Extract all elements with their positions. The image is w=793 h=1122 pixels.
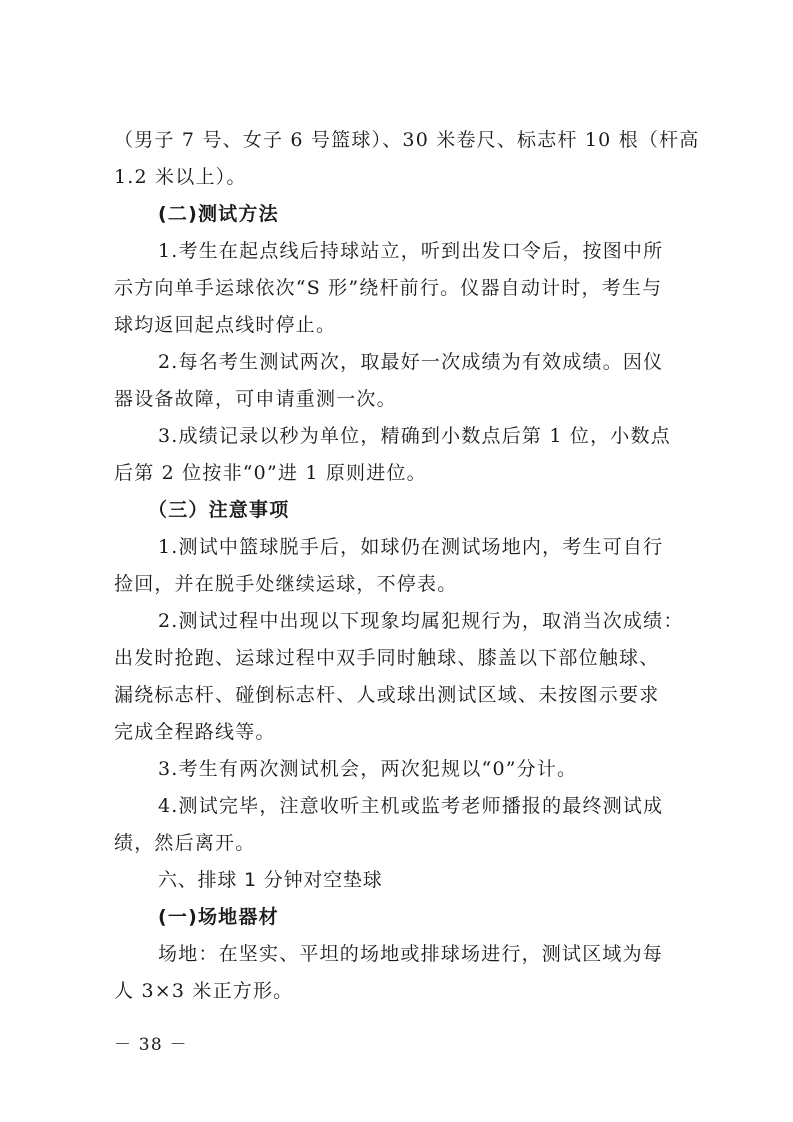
document-page: （男子 7 号、女子 6 号篮球）、30 米卷尺、标志杆 10 根（杆高 1.2 米以上）。 (二)测试方法 1.考生在起点线后持球站立，听到出发口令后，按图中所 示方向单手运球依次“S 形”绕杆前行。仪器自动计时，考生与 球均返回起点线时停止。 2.每名考生测试两次，取最好一次成绩为有效成绩。因仪 器设备故障，可申请重测一次。 3.成绩记录以秒为单位，精确到小数点后第 1 位，小数点 后第 2 位按非“0”进 1 原则进位。 （三）注意事项 1.测试中篮球脱手后，如球仍在测试场地内，考生可自行 捡回，并在脱手处继续运球，不停表。 2.测试过程中出现以下现象均属犯规行为，取消当次成绩： 出发时抢跑、运球过程中双手同时触球、膝盖以下部位触球、 漏绕标志杆、碰倒标志杆、人或球出测试区域、未按图示要求 完成全程路线等。 3.考生有两次测试机会，两次犯规以“0”分计。 4.测试完毕，注意收听主机或监考老师播报的最终测试成 绩，然后离开。 六、排球 1 分钟对空垫球 (一)场地器材 场地：在坚实、平坦的场地或排球场进行，测试区域为每 人 3×3 米正方形。 － 38 － [114, 129, 700, 1055]
